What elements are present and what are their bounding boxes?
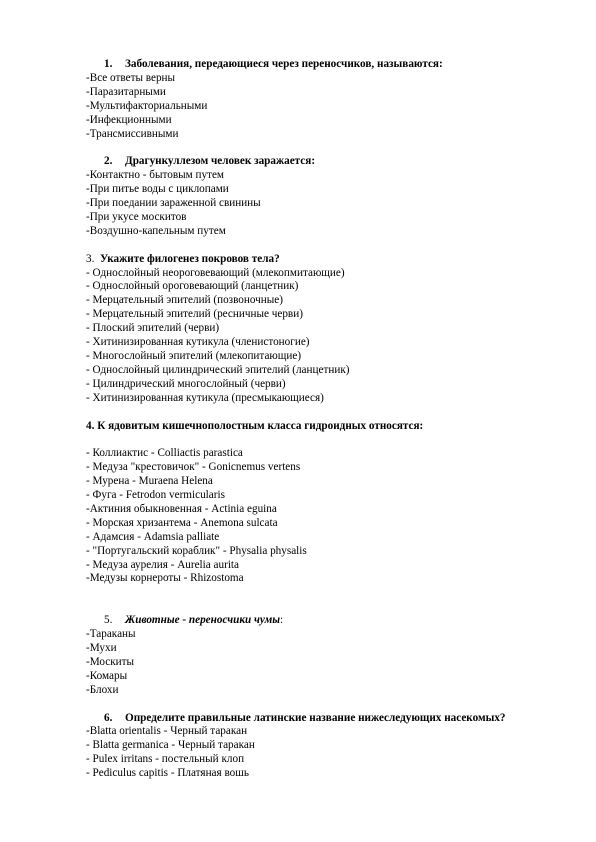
question-5-colon: : [280, 614, 284, 627]
question-2-text: Драгункуллезом человек заражается: [125, 155, 316, 168]
question-4-text: К ядовитым кишечнополостным класса гидроидных относятся: [97, 419, 424, 432]
question-3-option: - Хитинизированная кутикула (пресмыкающиеся) [86, 391, 324, 404]
spacer [86, 698, 566, 712]
question-4-option: -Медузы корнероты - Rhizostoma [86, 572, 244, 585]
question-3-text: Укажите филогенез покровов тела? [99, 252, 280, 265]
question-3-option: - Однослойный цилиндрический эпителий (ланцетник) [86, 363, 350, 376]
question-4-title [86, 420, 566, 434]
question-1-option: -Все ответы верны [86, 71, 176, 84]
question-5-option: -Блохи [86, 683, 119, 696]
question-4-option: - Морская хризантема - Anemona sulcata [86, 516, 278, 529]
question-4-option: - Фуга - Fetrodon vermicularis [86, 489, 225, 502]
question-4-option: - Коллиактис - Colliactis parastica [86, 447, 243, 460]
question-3-option: - Цилиндрический многослойный (черви) [86, 377, 286, 390]
question-2-option: -При укусе москитов [86, 210, 187, 223]
question-3-number: 3. [86, 252, 95, 265]
question-3-option: - Мерцательный эпителий (позвоночные) [86, 294, 283, 307]
question-6-title [86, 712, 566, 726]
question-5-number: 5. [104, 614, 113, 627]
spacer [86, 239, 566, 253]
question-1-text: Заболевания, передающиеся через переносчиков, называются: [125, 58, 443, 70]
question-2-option: -При поедании зараженной свинины [86, 197, 261, 210]
question-6-option: -Blatta orientalis - Черный таракан [86, 725, 248, 738]
question-2-number: 2. [104, 155, 113, 168]
question-4-option: - Медуза "крестовичок" - Goniсnemus vertens [86, 461, 301, 474]
question-2-title [86, 155, 566, 169]
question-5-title [86, 614, 566, 628]
question-4-number: 4. [86, 419, 95, 432]
question-6-option: - Pulex irritans - постельный клоп [86, 753, 245, 766]
question-4-option: - Адамсия - Adamsia palliate [86, 530, 220, 543]
spacer [86, 406, 566, 420]
question-2-option: -Воздушно-капельным путем [86, 224, 226, 237]
question-3-option: - Плоский эпителий (черви) [86, 322, 220, 335]
question-3-option: - Многослойный эпителий (млекопитающие) [86, 350, 302, 362]
question-4-option: - Мурена - Muraena Helena [86, 475, 213, 488]
question-6-option: - Blatta germanica - Черный таракан [86, 739, 255, 752]
question-3-title [86, 253, 566, 267]
question-1-option: -Инфекционными [86, 113, 172, 126]
question-1-number: 1. [104, 58, 113, 70]
question-4-option: - Медуза аурелия - Aurelia aurita [86, 558, 240, 571]
question-5-option: -Комары [86, 669, 128, 682]
question-1-option: -Мультифакториальными [86, 99, 208, 112]
question-2-option: -Контактно - бытовым путем [86, 169, 225, 182]
spacer [86, 433, 566, 447]
question-5-option: -Тараканы [86, 628, 136, 641]
question-5-option: -Москиты [86, 655, 135, 668]
question-6-number: 6. [104, 711, 113, 724]
question-1-option: -Паразитарными [86, 85, 166, 98]
question-2-option: -При питье воды с циклопами [86, 183, 229, 196]
question-3-option: - Мерцательный эпителий (ресничные черви) [86, 308, 303, 321]
question-3-option: - Хитинизированная кутикула (членистоногие) [86, 336, 310, 349]
question-1-option: -Трансмиссивными [86, 127, 179, 140]
question-3-option: - Однослойный неороговевающий (млекопмитающие) [86, 266, 345, 279]
question-4-option: -Актиния обыкновенная - Actinia eguina [86, 502, 277, 515]
question-6-text: Определите правильные латинские название нижеследующих насекомых? [125, 711, 506, 724]
spacer [86, 586, 566, 614]
document-page [86, 58, 566, 781]
question-5-text: Животные - переносчики чумы [125, 614, 281, 627]
question-3-option: - Однослойный ороговевающий (ланцетник) [86, 280, 299, 293]
question-1-title [86, 58, 566, 72]
spacer [86, 141, 566, 155]
question-5-option: -Мухи [86, 641, 117, 654]
question-4-option: - "Португальский кораблик" - Physalia physalis [86, 544, 307, 557]
question-6-option: - Pediculus capitis - Платяная вошь [86, 767, 249, 780]
